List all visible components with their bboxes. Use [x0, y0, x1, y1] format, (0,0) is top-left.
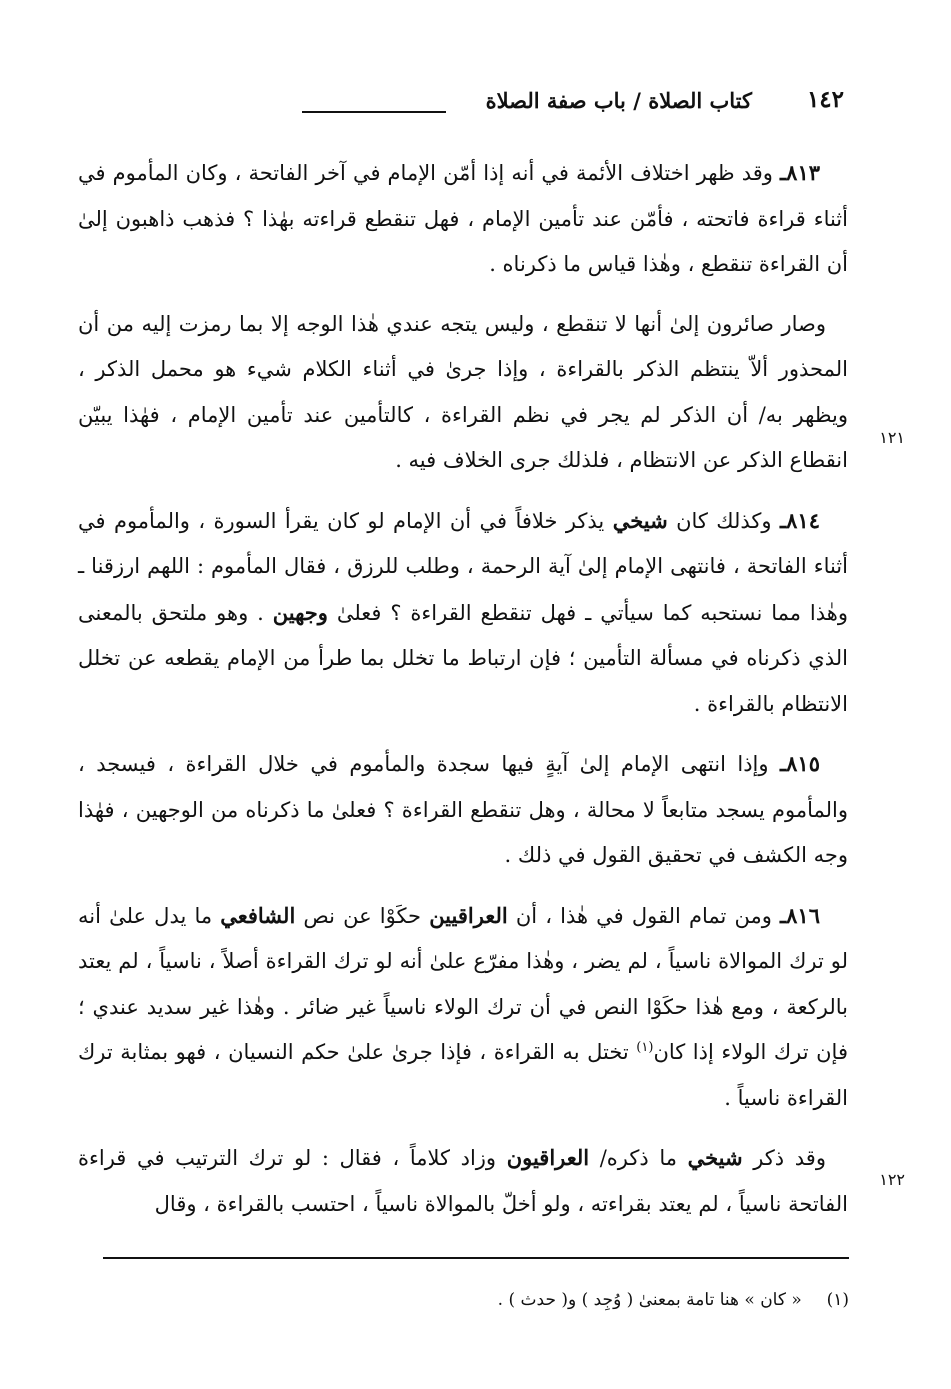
paragraph-text: ومن تمام القول في هٰذا ، أن	[515, 903, 772, 928]
paragraph-text: حكَوْا عن نص	[303, 903, 422, 928]
footnote	[498, 1290, 849, 1310]
section-number: ٨١٦ـ	[779, 902, 820, 928]
footnote-divider	[103, 1257, 849, 1259]
section-number: ٨١٤ـ	[779, 507, 820, 533]
header-rule	[302, 111, 446, 113]
paragraph-text: تختل به القراءة ، فإذا جرىٰ علىٰ حكم النسيان ، فهو بمثابة ترك القراءة ناسياً .	[78, 1040, 848, 1110]
emphasized-term: الشافعي	[220, 902, 296, 928]
emphasized-term: شيخي	[612, 507, 668, 533]
emphasized-term: العراقيين	[429, 902, 508, 928]
paragraph-814	[78, 498, 848, 728]
paragraph-815	[78, 741, 848, 879]
paragraph-813-continued	[78, 302, 848, 484]
footnote-number: (١)	[826, 1290, 849, 1310]
emphasized-term: شيخي	[687, 1145, 743, 1170]
paragraph-text: ما يدل علىٰ أنه لو ترك الموالاة ناسياً ، لم يضر ، وهٰذا مفرّع علىٰ أنه لو ترك القراءة أصلاً ، ناسياً ، لم يعتد بالركعة ، ومع هٰذا حكَوْا النص في أن ترك الولاء ناسياً غير ضائر . وهٰذا غير سديد عندي ؛ فإن ترك الولاء إذا كان	[78, 903, 848, 1064]
page-number: ١٤٢	[806, 86, 844, 113]
running-header	[78, 86, 844, 122]
paragraph-817	[78, 1135, 848, 1227]
paragraph-813	[78, 150, 848, 288]
paragraph-text: وقد ظهر اختلاف الأئمة في أنه إذا أمّن الإمام في آخر الفاتحة ، وكان المأموم في أثناء قراءة فاتحته ، فأمّن عند تأمين الإمام ، فهل تنقطع قراءته بهٰذا ؟ فذهب ذاهبون إلىٰ أن القراءة تنقطع ، وهٰذا قياس ما ذكرناه .	[78, 161, 848, 276]
paragraph-816	[78, 893, 848, 1122]
section-number: ٨١٣ـ	[780, 160, 821, 185]
main-text	[78, 150, 848, 1241]
section-number: ٨١٥ـ	[780, 751, 820, 776]
emphasized-term: وجهين	[272, 599, 328, 625]
paragraph-text: يذكر خلافاً في أن الإمام لو كان يقرأ السورة ، والمأموم في أثناء الفاتحة ، فانتهى الإمام إلىٰ آية الرحمة ، وطلب للرزق ، فقال المأموم : اللهم ارزقنا ـ وهٰذا مما نستحبه كما سيأتي ـ فهل تنقطع القراءة ؟ فعلىٰ	[78, 508, 848, 625]
paragraph-text: . وهو ملتحق بالمعنى الذي ذكرناه في مسألة التأمين ؛ فإن ارتباط ما تخلل بما طرأ من الإمام يقطعه عن تخلل الانتظام بالقراءة .	[78, 600, 848, 716]
margin-reference-121: ١٢١	[879, 428, 905, 447]
paragraph-text: وكذلك كان	[676, 508, 772, 533]
paragraph-text: ما ذكره/	[599, 1146, 677, 1170]
paragraph-text: وقد ذكر	[753, 1146, 826, 1170]
paragraph-text: وزاد كلاماً ، فقال : لو ترك الترتيب في قراءة الفاتحة ناسياً ، لم يعتد بقراءته ، ولو أخلّ بالموالاة ناسياً ، احتسب بالقراءة ، وقال	[78, 1146, 848, 1216]
chapter-title: كتاب الصلاة / باب صفة الصلاة	[485, 88, 752, 113]
emphasized-term: العراقيون	[506, 1145, 590, 1170]
paragraph-text: وإذا انتهى الإمام إلىٰ آيةٍ فيها سجدة والمأموم في خلال القراءة ، فيسجد ، والمأموم يسجد متابعاً لا محالة ، وهل تنقطع القراءة ؟ فعلىٰ ما ذكرناه من الوجهين ، فهٰذا وجه الكشف في تحقيق القول في ذلك .	[78, 752, 848, 867]
paragraph-text: وصار صائرون إلىٰ أنها لا تنقطع ، وليس يتجه عندي هٰذا الوجه إلا بما رمزت إليه من أن المحذور ألاّ ينتظم الذكر بالقراءة ، وإذا جرىٰ في أثناء الكلام شيء هو محمل الذكر ، ويظهر به/ أن الذكر لم يجر في نظم القراءة ، كالتأمين عند تأمين الإمام ، فهٰذا يبيّن انقطاع الذكر عن الانتظام ، فلذلك جرى الخلاف فيه .	[78, 311, 848, 472]
margin-reference-122: ١٢٢	[879, 1170, 905, 1189]
footnote-text: « كان » هنا تامة بمعنىٰ ( وُجِد ) و( حدث ) .	[497, 1290, 802, 1310]
footnote-marker[interactable]: (١)	[636, 1040, 654, 1055]
